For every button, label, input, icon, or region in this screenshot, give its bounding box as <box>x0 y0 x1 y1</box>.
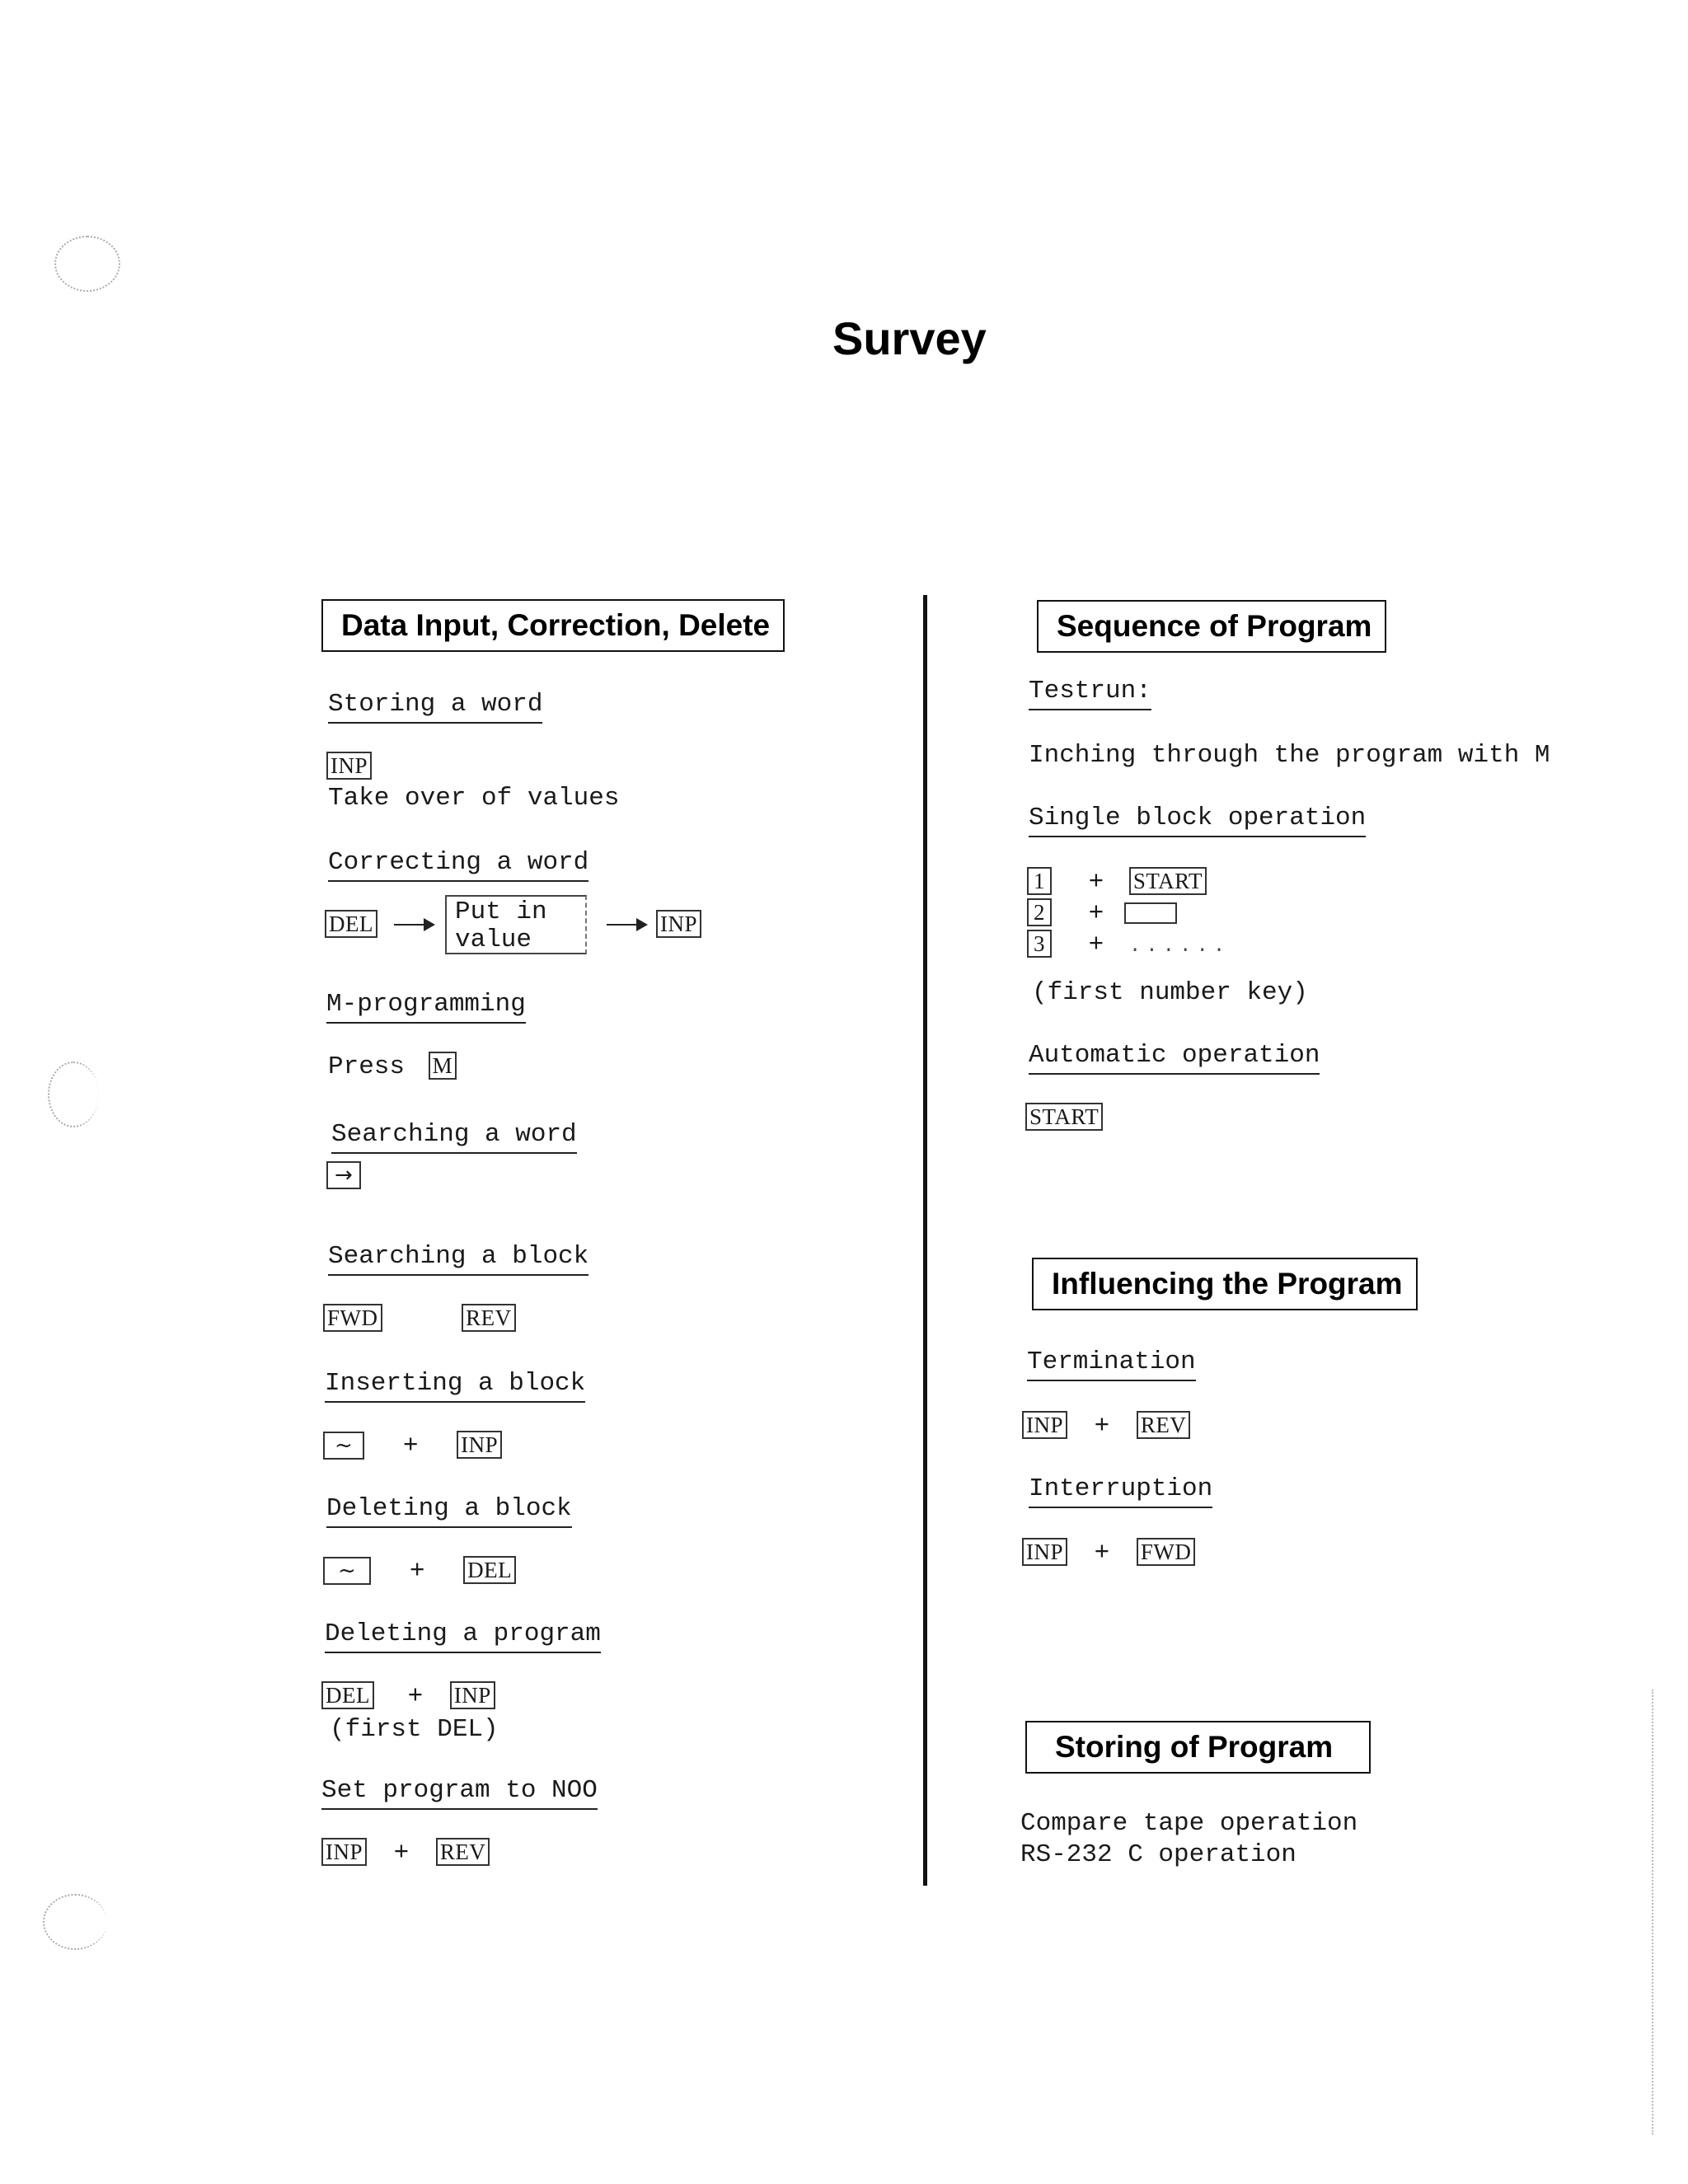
m-key: M <box>429 1052 457 1080</box>
interruption-label: Interruption <box>1029 1474 1212 1508</box>
searching-block-row <box>323 1304 516 1335</box>
rev-key: REV <box>462 1304 516 1332</box>
m-programming-row: Press M <box>328 1052 457 1083</box>
storing-word-label: Storing a word <box>328 689 542 724</box>
arrow-right-icon <box>607 924 646 926</box>
single-block-row-1: 1 + START <box>1027 867 1207 898</box>
fwd-key: FWD <box>1137 1538 1196 1566</box>
punch-hole-mark-top <box>54 236 120 292</box>
deleting-block-row: ~ + DEL <box>323 1556 516 1587</box>
punch-hole-mark-bottom <box>43 1894 107 1950</box>
single-block-row-2: 2 + <box>1027 898 1177 930</box>
storing-word-keys <box>326 752 372 783</box>
single-block-note: (first number key) <box>1032 978 1308 1007</box>
inp-key: INP <box>457 1431 502 1459</box>
del-key: DEL <box>325 910 377 938</box>
inp-key: INP <box>656 910 701 938</box>
arrow-right-icon <box>394 924 434 926</box>
set-program-label: Set program to NOO <box>321 1775 598 1810</box>
inp-key: INP <box>1022 1538 1067 1566</box>
inp-key: INP <box>326 752 372 780</box>
automatic-operation-label: Automatic operation <box>1029 1040 1320 1075</box>
m-programming-label: M-programming <box>326 989 526 1024</box>
testrun-text: Inching through the program with M <box>1029 741 1550 770</box>
inp-key: INP <box>1022 1411 1067 1439</box>
put-in-value-box: Put in value <box>445 895 587 954</box>
column-divider <box>923 595 927 1886</box>
inp-key: INP <box>450 1681 495 1709</box>
storing-word-note: Take over of values <box>328 784 620 813</box>
termination-label: Termination <box>1027 1347 1196 1381</box>
start-key: START <box>1129 867 1207 895</box>
number-key-2: 2 <box>1027 898 1052 926</box>
start-key: START <box>1025 1103 1103 1131</box>
searching-word-row <box>326 1160 361 1192</box>
deleting-program-label: Deleting a program <box>325 1619 601 1653</box>
heading-storing-of-program: Storing of Program <box>1025 1721 1371 1774</box>
number-key-3: 3 <box>1027 930 1052 958</box>
searching-word-label: Searching a word <box>331 1119 577 1154</box>
single-block-label: Single block operation <box>1029 803 1366 837</box>
deleting-program-note: (first DEL) <box>330 1715 499 1744</box>
termination-row: INP + REV <box>1022 1411 1190 1442</box>
correcting-del-key-wrap <box>325 910 377 941</box>
page-edge-mark <box>1652 1690 1653 2135</box>
arrow-key-icon: → <box>326 1161 361 1189</box>
testrun-label: Testrun: <box>1029 676 1151 710</box>
heading-data-input: Data Input, Correction, Delete <box>321 599 785 652</box>
del-key: DEL <box>321 1681 374 1709</box>
deleting-block-label: Deleting a block <box>326 1493 572 1528</box>
set-program-row: INP + REV <box>321 1838 490 1869</box>
deleting-program-row: DEL + INP <box>321 1681 495 1713</box>
interruption-row: INP + FWD <box>1022 1538 1195 1569</box>
automatic-operation-row <box>1025 1103 1103 1134</box>
punch-hole-mark-middle <box>48 1062 99 1127</box>
number-key-1: 1 <box>1027 867 1052 895</box>
blank-key <box>1124 902 1177 924</box>
correcting-inp-key-wrap <box>656 910 701 941</box>
heading-influencing-program: Influencing the Program <box>1032 1258 1418 1310</box>
inserting-block-label: Inserting a block <box>325 1368 585 1403</box>
inserting-block-row: ~ + INP <box>323 1431 502 1462</box>
rev-key: REV <box>436 1838 490 1866</box>
inp-key: INP <box>321 1838 367 1866</box>
single-block-row-3: 3 + ...... <box>1027 930 1230 963</box>
searching-block-label: Searching a block <box>328 1241 588 1276</box>
heading-sequence-of-program: Sequence of Program <box>1037 600 1386 653</box>
storing-line-1: Compare tape operation <box>1020 1809 1358 1838</box>
fwd-key: FWD <box>323 1304 382 1332</box>
tilde-key-icon: ~ <box>323 1432 364 1460</box>
storing-line-2: RS-232 C operation <box>1020 1840 1296 1869</box>
del-key: DEL <box>463 1556 516 1584</box>
tilde-key-icon: ~ <box>323 1557 371 1585</box>
correcting-word-label: Correcting a word <box>328 847 588 882</box>
page-title: Survey <box>832 312 987 364</box>
rev-key: REV <box>1137 1411 1191 1439</box>
